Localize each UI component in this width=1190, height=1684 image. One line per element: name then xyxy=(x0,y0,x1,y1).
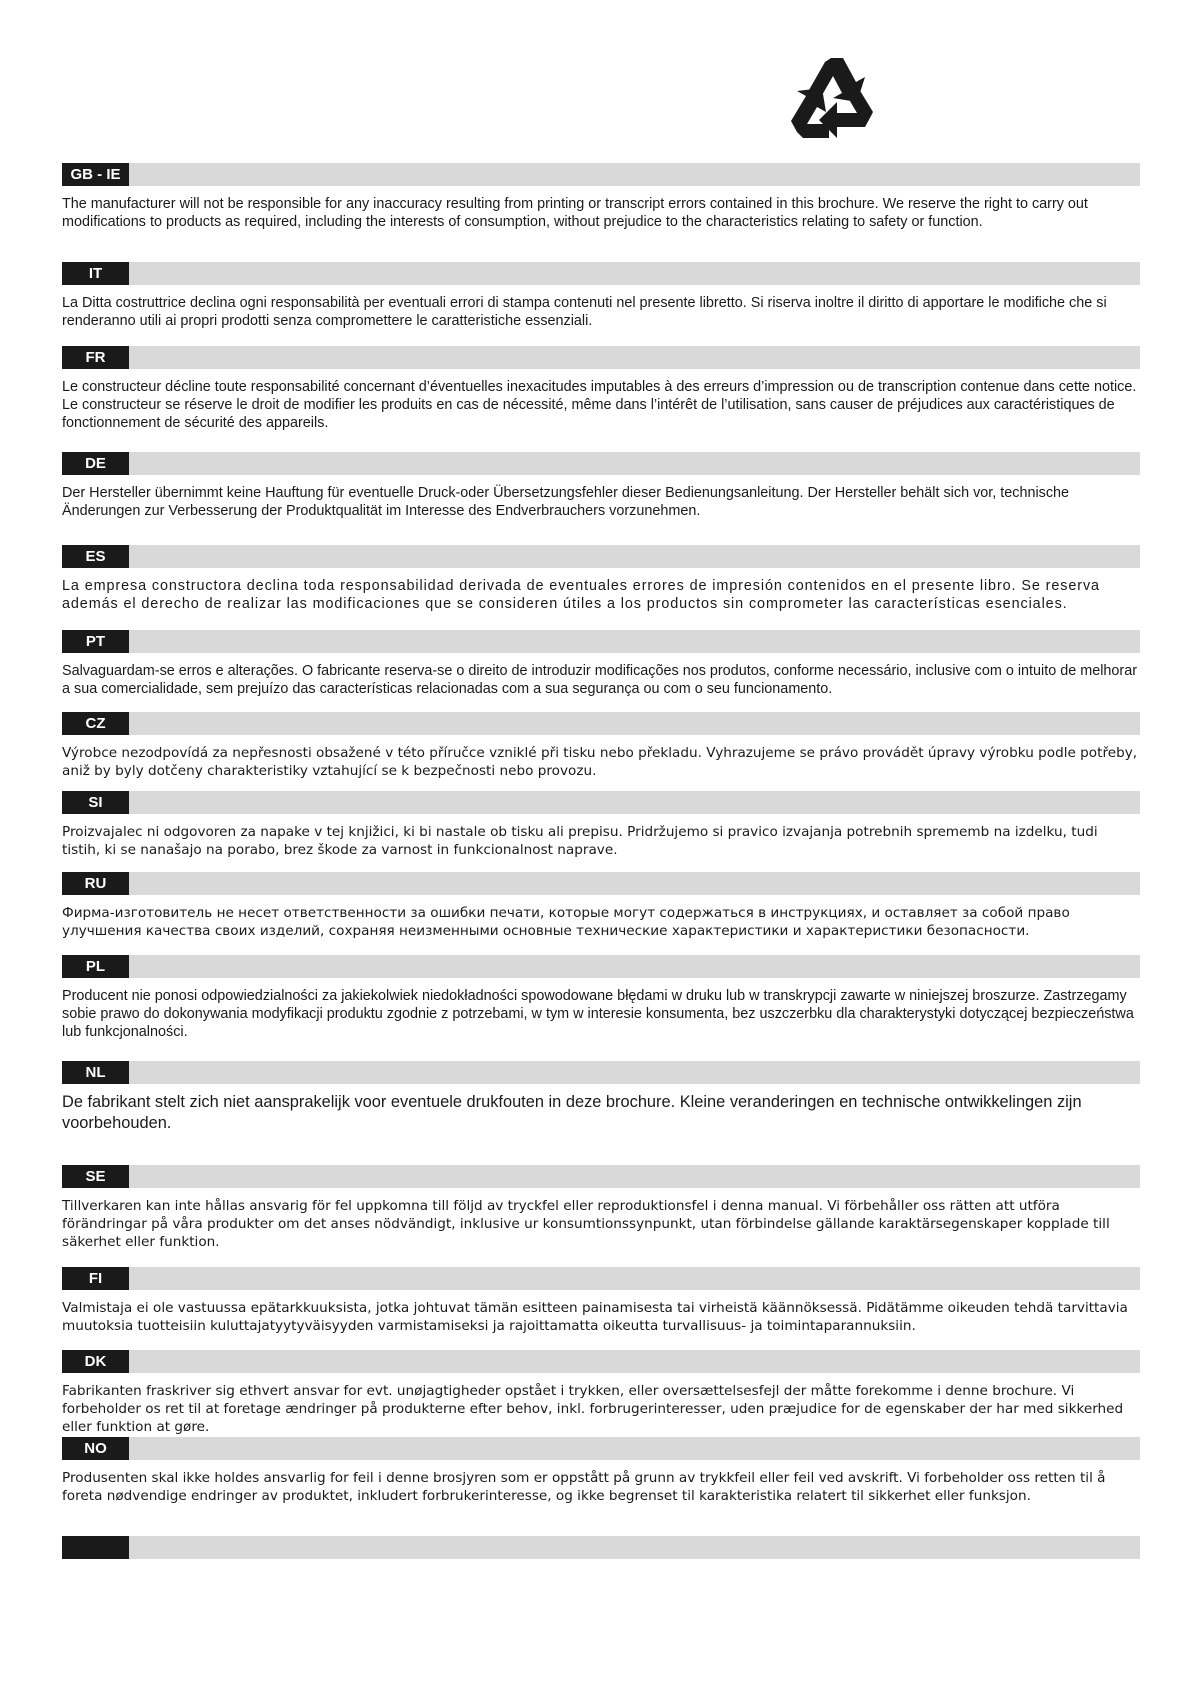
section-header-bar xyxy=(62,163,1140,186)
disclaimer-text: Salvaguardam-se erros e alterações. O fabricante reserva-se o direito de introduzir modificações nos produtos, conforme necessário, inclusive com o intuito de melhorar a sua comercialidade, sem prejuízo das características relacionadas com a sua segurança ou com o seu funcionamento. xyxy=(62,663,1138,697)
language-code-label: PL xyxy=(62,955,129,978)
section-header-bar xyxy=(62,1267,1140,1290)
language-code-label: GB - IE xyxy=(62,163,129,186)
language-code-label: RU xyxy=(62,872,129,895)
language-code-label xyxy=(62,1536,129,1559)
language-section xyxy=(62,262,1140,330)
language-section xyxy=(62,872,1140,940)
language-section xyxy=(62,1437,1140,1505)
language-section xyxy=(62,791,1140,859)
language-code-label: SE xyxy=(62,1165,129,1188)
language-section xyxy=(62,452,1140,520)
section-header-bar xyxy=(62,1165,1140,1188)
disclaimer-text: Valmistaja ei ole vastuussa epätarkkuuksista, jotka johtuvat tämän esitteen painamisesta tai virheistä käännöksessä. Pidätämme oikeuden tehdä tarvittavia muutoksia tuotteisiin kuluttajatyytyväisyyden varmistamiseksi ja rajoittamatta oikeutta turvallisuus- ja toimintaparannuksiin. xyxy=(62,1300,1128,1334)
language-section xyxy=(62,1061,1140,1134)
language-code-label: CZ xyxy=(62,712,129,735)
language-code-label: NO xyxy=(62,1437,129,1460)
section-header-bar xyxy=(62,1061,1140,1084)
language-code-label: FI xyxy=(62,1267,129,1290)
section-header-bar xyxy=(62,712,1140,735)
disclaimer-text: Výrobce nezodpovídá za nepřesnosti obsažené v této příručce vzniklé při tisku nebo překladu. Vyhrazujeme se právo provádět úpravy výrobku podle potřeby, aniž by byly dotčeny charakteristiky vztahující se k bezpečnosti nebo provozu. xyxy=(62,745,1138,779)
disclaimer-text: Der Hersteller übernimmt keine Hauftung für eventuelle Druck-oder Übersetzungsfehler dieser Bedienungsanleitung. Der Hersteller behält sich vor, technische Änderungen zur Verbesserung der Produktqualität im Interesse des Endverbrauchers vorzunehmen. xyxy=(62,485,1070,519)
language-code-label: ES xyxy=(62,545,129,568)
section-header-bar xyxy=(62,1536,1140,1559)
section-header-bar xyxy=(62,1350,1140,1373)
language-code-label: SI xyxy=(62,791,129,814)
disclaimer-text: Le constructeur décline toute responsabilité concernant d’éventuelles inexacitudes imputables à des erreurs d’impression ou de transcription contenue dans cette notice. Le constructeur se réserve le droit de modifier les produits en cas de nécessité, même dans l’intérêt de l’utilisation, sans causer de préjudices aux caractéristiques de fonctionnement de sécurité des appareils. xyxy=(62,379,1137,431)
language-section xyxy=(62,1536,1140,1559)
language-section xyxy=(62,1350,1140,1436)
section-header-bar xyxy=(62,452,1140,475)
language-code-label: DK xyxy=(62,1350,129,1373)
language-section xyxy=(62,545,1140,613)
section-header-bar xyxy=(62,545,1140,568)
disclaimer-text: Producent nie ponosi odpowiedzialności za jakiekolwiek niedokładności spowodowane błędami w druku lub w transkrypcji zawarte w niniejszej broszurze. Zastrzegamy sobie prawo do dokonywania modyfikacji produktu zgodnie z potrzebami, w tym w interesie konsumenta, bez uszczerbku dla charakterystyki dotyczącej bezpieczeństwa lub funkcjonalności. xyxy=(62,988,1134,1040)
section-header-bar xyxy=(62,955,1140,978)
section-header-bar xyxy=(62,346,1140,369)
language-code-label: IT xyxy=(62,262,129,285)
disclaimer-text: Tillverkaren kan inte hållas ansvarig för fel uppkomna till följd av tryckfel eller reproduktionsfel i denna manual. Vi förbehåller oss rätten att utföra förändringar på våra produkter om det anses nödvändigt, inklusive ur konsumtionssynpunkt, utan förbindelse gällande karaktärsegenskaper kopplade till säkerhet eller funktion. xyxy=(62,1198,1110,1250)
language-section xyxy=(62,1165,1140,1251)
language-section xyxy=(62,955,1140,1041)
section-header-bar xyxy=(62,1437,1140,1460)
disclaimer-text: La empresa constructora declina toda responsabilidad derivada de eventuales errores de impresión contenidos en el presente libro. Se reserva además el derecho de realizar las modificaciones que se consideren útiles a los productos sin comprometer las características esenciales. xyxy=(62,578,1100,612)
language-code-label: NL xyxy=(62,1061,129,1084)
language-section xyxy=(62,630,1140,698)
disclaimer-text: Produsenten skal ikke holdes ansvarlig for feil i denne brosjyren som er oppstått på grunn av trykkfeil eller feil ved avskrift. Vi forbeholder oss retten til å foreta nødvendige endringer av produktet, inkludert forbrukerinteresse, og ikke begrenset til karakteristika relatert til sikkerhet eller funksjon. xyxy=(62,1470,1106,1504)
language-section xyxy=(62,712,1140,780)
disclaimer-text: Fabrikanten fraskriver sig ethvert ansvar for evt. unøjagtigheder opstået i trykken, eller oversættelsesfejl der måtte forekomme i denne brochure. Vi forbeholder os ret til at foretage ændringer på produkterne efter behov, inkl. forbrugerinteresser, uden præjudice for de egenskaber der har med sikkerhed eller funktion at gøre. xyxy=(62,1383,1124,1435)
language-code-label: FR xyxy=(62,346,129,369)
language-section xyxy=(62,163,1140,231)
language-code-label: PT xyxy=(62,630,129,653)
language-section xyxy=(62,1267,1140,1335)
language-code-label: DE xyxy=(62,452,129,475)
section-header-bar xyxy=(62,872,1140,895)
disclaimer-text: The manufacturer will not be responsible for any inaccuracy resulting from printing or transcript errors contained in this brochure. We reserve the right to carry out modifications to products as required, including the interests of consumption, without prejudice to the characteristics relating to safety or function. xyxy=(62,196,1088,230)
disclaimer-text: Proizvajalec ni odgovoren za napake v tej knjižici, ki bi nastale ob tisku ali prepisu. Pridržujemo si pravico izvajanja potrebnih sprememb na izdelku, tudi tistih, ki se nanašajo na porabo, brez škode za varnost in funkcionalnost naprave. xyxy=(62,824,1098,858)
disclaimer-text: La Ditta costruttrice declina ogni responsabilità per eventuali errori di stampa contenuti nel presente libretto. Si riserva inoltre il diritto di apportare le modifiche che si renderanno utili ai propri prodotti senza compromettere le caratteristiche essenziali. xyxy=(62,295,1107,329)
language-section xyxy=(62,346,1140,432)
disclaimer-text: De fabrikant stelt zich niet aansprakelijk voor eventuele drukfouten in deze brochure. Kleine veranderingen en technische ontwikkelingen zijn voorbehouden. xyxy=(62,1093,1082,1132)
section-header-bar xyxy=(62,262,1140,285)
section-header-bar xyxy=(62,791,1140,814)
recycling-logo-icon xyxy=(777,52,885,152)
section-header-bar xyxy=(62,630,1140,653)
disclaimer-text: Фирма-изготовитель не несет ответственности за ошибки печати, которые могут содержаться в инструкциях, и оставляет за собой право улучшения качества своих изделий, сохраняя неизменными основные технические характеристики и характеристики безопасности. xyxy=(62,905,1070,939)
